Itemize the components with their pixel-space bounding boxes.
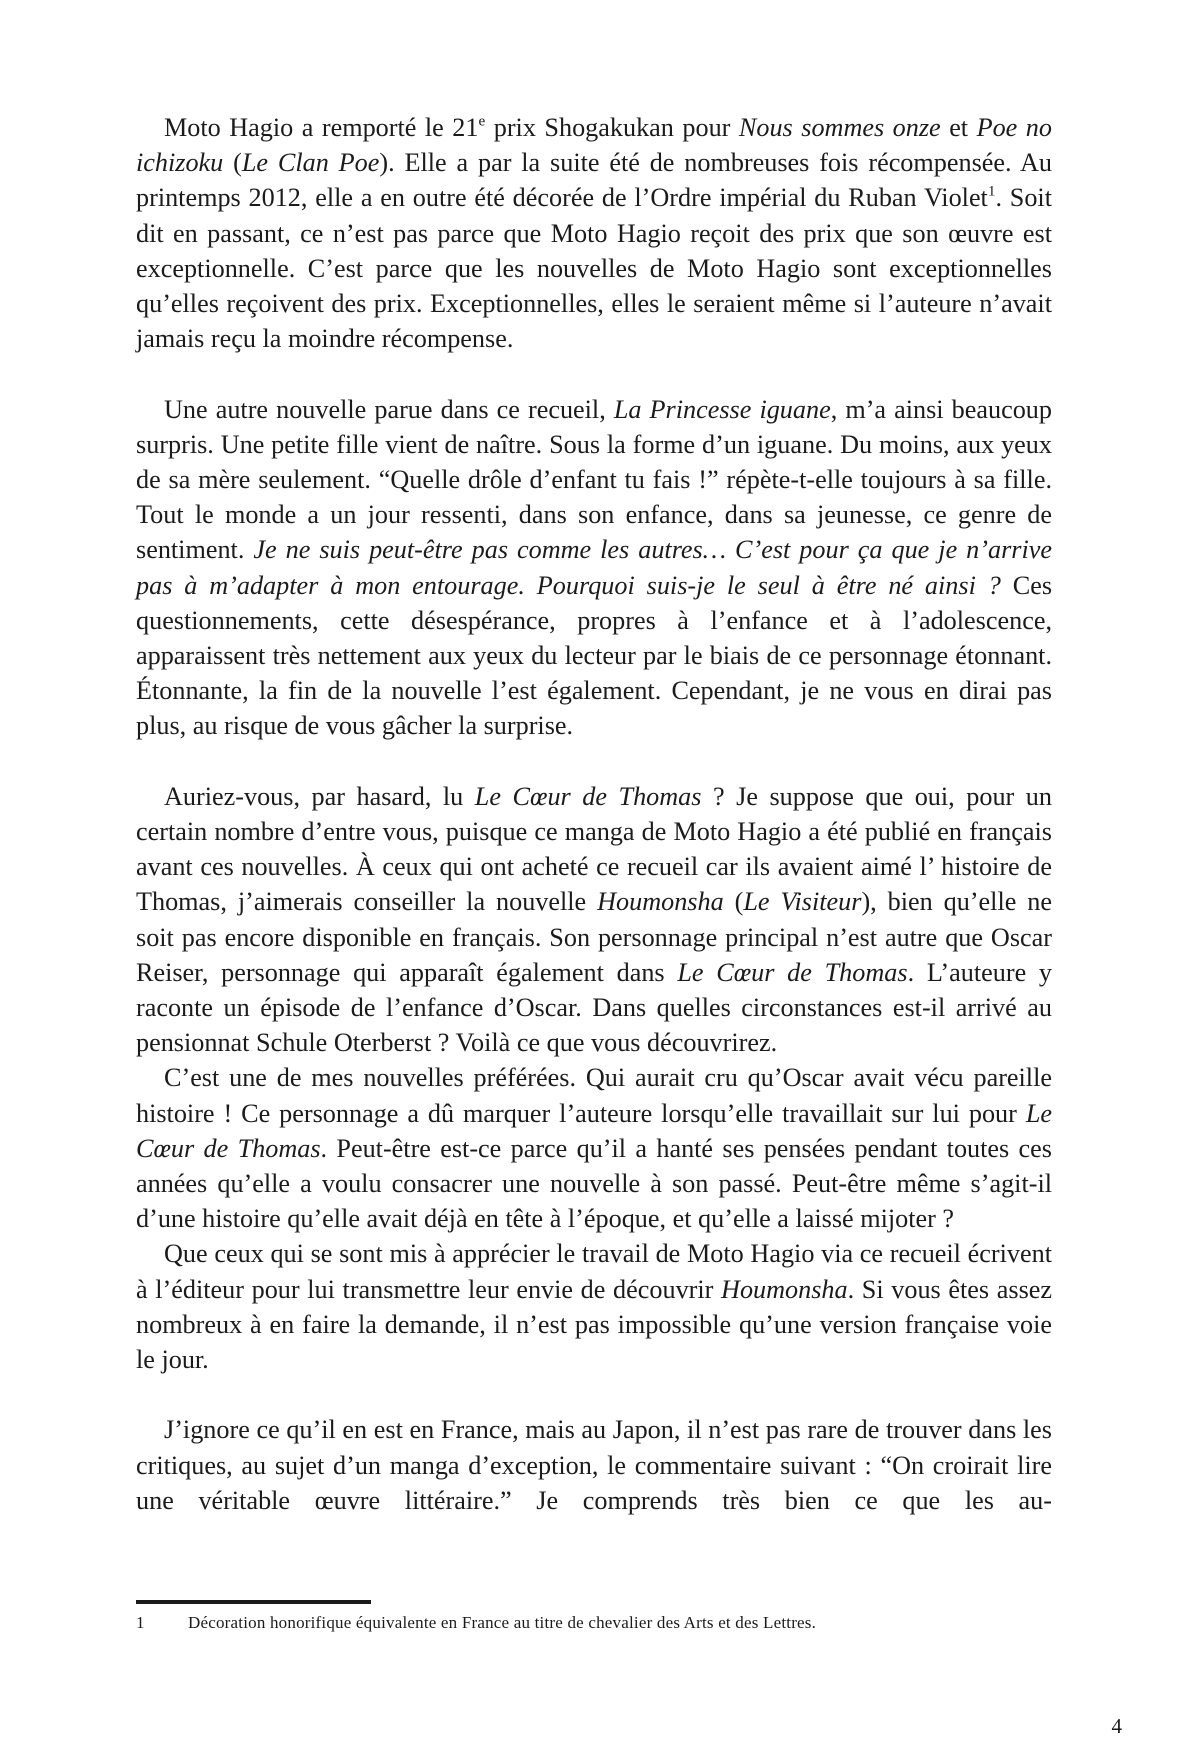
footnote-number: 1 [136, 1613, 145, 1632]
text-run: , m’a ainsi beaucoup surpris. Une petite fille vient de naître. Sous la forme d’un iguane. Du moins, aux yeux de sa mère seulement. “Quelle drôle d’enfant tu fais !” répète-t-elle toujours à sa fille. Tout le monde a un jour ressenti, dans son enfance, dans sa jeunesse, ce genre de sentiment. [136, 394, 1052, 565]
text-run: Moto Hagio a remporté le 21 [164, 113, 479, 142]
italic-text: Houmonsha [721, 1274, 848, 1304]
italic-text: Houmonsha [597, 887, 724, 917]
text-run: . Soit dit en passant, ce n’est pas parce que Moto Hagio reçoit des prix que son œuvre est exceptionnelle. C’est parce que les nouvelles de Moto Hagio sont exceptionnelles qu’elles reçoivent des prix. Exceptionnelles, elles le seraient même si l’auteure n’avait jamais reçu la moindre récompense. [136, 183, 1052, 354]
italic-text: Je ne suis peut-être pas comme les autres… C’est pour ça que je n’arrive pas à m’adapter à mon entourage. Pourquoi suis-je le seul à être né ainsi ? [136, 535, 1052, 600]
text-run: prix Shogakukan pour [485, 113, 739, 142]
italic-text: Nous sommes onze [738, 113, 941, 142]
page-number: 4 [1111, 1714, 1122, 1738]
text-run: Auriez-vous, par hasard, lu [164, 781, 475, 811]
paragraph [136, 1060, 1052, 1236]
italic-text: Le Cœur de Thomas [677, 957, 908, 987]
text-run: ), bien qu’elle ne soit pas encore disponible en français. Son personnage principal n’est autre que Oscar Reiser, personnage qui apparaît également dans [136, 887, 1052, 987]
text-run: ( [723, 887, 744, 917]
text-run: Une autre nouvelle parue dans ce recueil, [164, 394, 614, 424]
italic-text: Le Visiteur [743, 887, 862, 917]
text-run: ). Elle a par la suite été de nombreuses fois récompensée. Au printemps 2012, elle a en outre été décorée de l’Ordre impérial du Ruban Violet [136, 148, 1052, 213]
paragraph [136, 110, 1052, 356]
italic-text: La Princesse iguane [613, 394, 831, 424]
paragraph [136, 1236, 1052, 1377]
superscript: e [478, 112, 486, 130]
text-run: ? Je suppose que oui, pour un certain nombre d’entre vous, puisque ce manga de Moto Hagio a été publié en français avant ces nouvelles. À ceux qui ont acheté ce recueil car ils avaient aimé l’ histoire de Thomas, j’aimerais conseiller la nouvelle [136, 781, 1052, 917]
text-run: . Si vous êtes assez nombreux à en faire la demande, il n’est pas impossible qu’une version française voie le jour. [136, 1274, 1053, 1375]
footnote [136, 1612, 1052, 1634]
italic-text: Le Cœur de Thomas [136, 1098, 1052, 1163]
italic-text: Le Clan Poe [241, 148, 380, 178]
text-run: ( [223, 148, 242, 178]
body-text [136, 110, 1052, 1518]
text-run: Ces questionnements, cette désespérance, propres à l’enfance et à l’adolescence, apparaissent très nettement aux yeux du lecteur par le biais de ce personnage étonnant. Étonnante, la fin de la nouvelle l’est également. Cependant, je ne vous en dirai pas plus, au risque de vous gâcher la surprise. [136, 570, 1053, 741]
italic-text: Poe no ichizoku [136, 113, 1052, 178]
italic-text: Le Cœur de Thomas [474, 781, 702, 811]
footnote-separator [136, 1600, 371, 1604]
text-run: et [940, 113, 977, 142]
footnote-text: Décoration honorifique équivalente en France au titre de chevalier des Arts et des Lettres. [188, 1613, 817, 1632]
paragraph [136, 392, 1052, 744]
text-run: C’est une de mes nouvelles préférées. Qui aurait cru qu’Oscar avait vécu pareille histoire ! Ce personnage a dû marquer l’auteure lorsqu’elle travaillait sur lui pour [136, 1063, 1052, 1128]
superscript: 1 [987, 183, 996, 201]
text-run: Que ceux qui se sont mis à apprécier le travail de Moto Hagio via ce recueil écrivent à l’éditeur pour lui transmettre leur envie de découvrir [136, 1239, 1052, 1304]
text-run: J’ignore ce qu’il en est en France, mais au Japon, il n’est pas rare de trouver dans les critiques, au sujet d’un manga d’exception, le commentaire suivant : “On croirait lire une véritable œuvre littéraire.” Je comprends très bien ce que les au- [136, 1415, 1052, 1515]
text-run: . L’auteure y raconte un épisode de l’enfance d’Oscar. Dans quelles circonstances est-il arrivé au pensionnat Schule Oterberst ? Voilà ce que vous découvrirez. [136, 957, 1052, 1058]
text-run: . Peut-être est-ce parce qu’il a hanté ses pensées pendant toutes ces années qu’elle a voulu consacrer une nouvelle à son passé. Peut-être même s’agit-il d’une histoire qu’elle avait déjà en tête à l’époque, et qu’elle a laissé mijoter ? [136, 1133, 1052, 1234]
paragraph [136, 1412, 1052, 1518]
paragraph [136, 779, 1052, 1061]
